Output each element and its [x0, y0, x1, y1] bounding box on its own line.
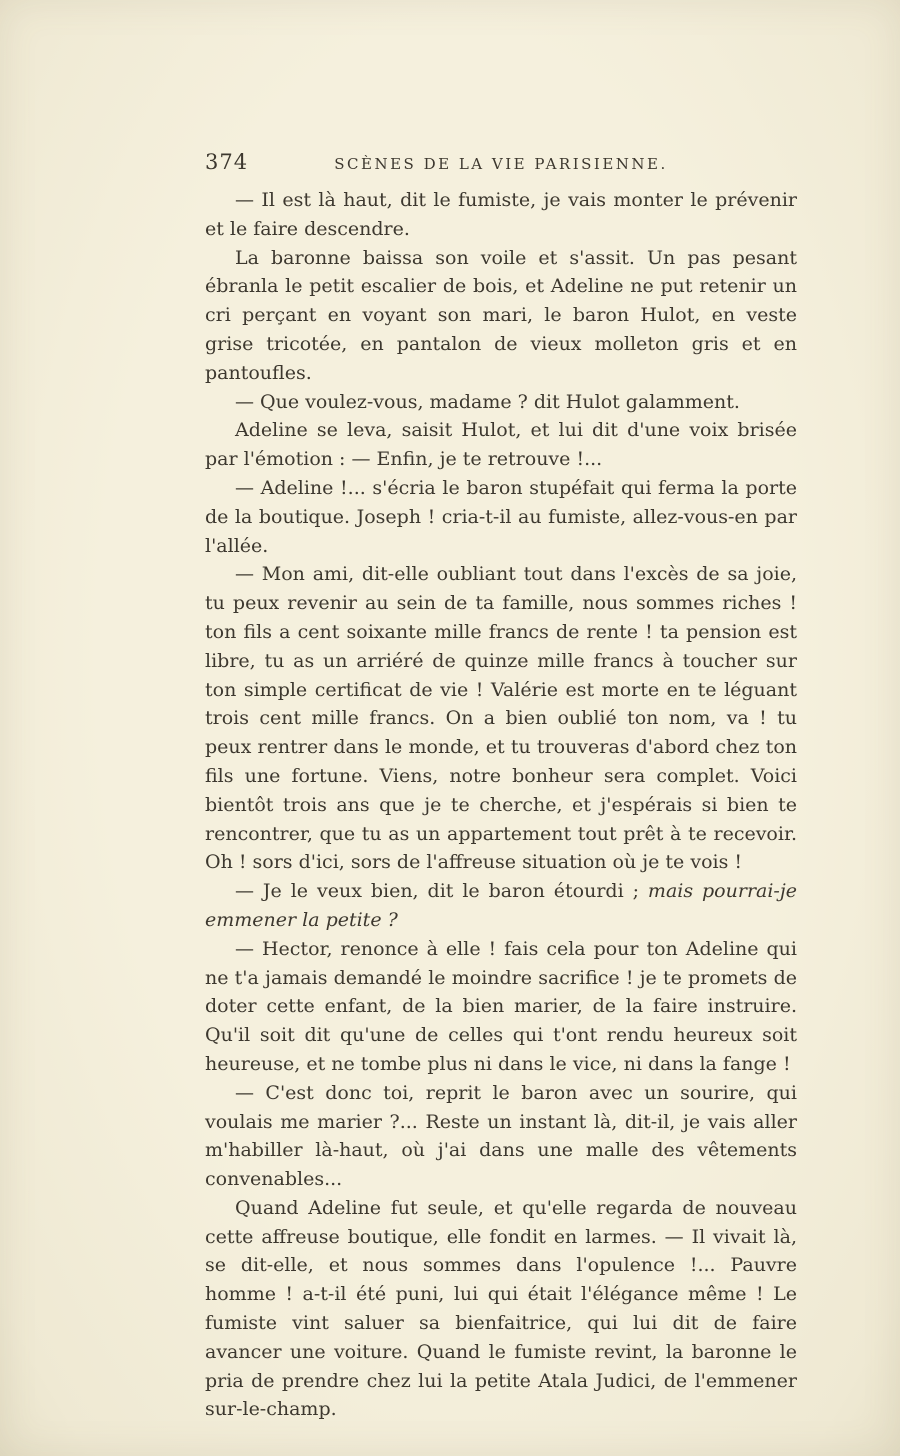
paragraph-run: — Adeline !... s'écria le baron stupéfait qui ferma la porte de la boutique. Joseph ! cria-t-il au fumiste, allez-vous-en par l'allée. [205, 476, 797, 557]
paragraph-run: — Mon ami, dit-elle oubliant tout dans l'excès de sa joie, tu peux revenir au sein de ta famille, nous sommes riches ! ton fils a cent soixante mille francs de rente ! ta pension est libre, tu as un arriéré de quinze mille francs à toucher sur ton simple certificat de vie ! Valérie est morte en te léguant trois cent mille francs. On a bien oublié ton nom, va ! tu peux rentrer dans le monde, et tu trouveras d'abord chez ton fils une fortune. Viens, notre bonheur sera complet. Voici bientôt trois ans que je te cherche, et j'espérais si bien te rencontrer, que tu as un appartement tout prêt à te recevoir. Oh ! sors d'ici, sors de l'affreuse situation où je te vois ! [205, 563, 797, 874]
paragraph [205, 416, 797, 474]
text-block [205, 186, 797, 1424]
paragraph [205, 1079, 797, 1194]
paragraph [205, 244, 797, 388]
paragraph-run: — Hector, renonce à elle ! fais cela pour ton Adeline qui ne t'a jamais demandé le moindre sacrifice ! je te promets de doter cette enfant, de la bien marier, de la faire instruire. Qu'il soit dit qu'une de celles qui t'ont rendu heureux soit heureuse, et ne tombe plus ni dans le vice, ni dans la fange ! [205, 937, 797, 1075]
paragraph [205, 1194, 797, 1424]
page-number: 374 [205, 150, 249, 174]
paragraph [205, 560, 797, 877]
paragraph-run: Adeline se leva, saisit Hulot, et lui dit d'une voix brisée par l'émotion : — Enfin, je te retrouve !... [205, 419, 797, 471]
paragraph [205, 935, 797, 1079]
paragraph-run-italic: mais pourrai-je emmener la petite ? [205, 880, 797, 931]
paragraph-run: — Je le veux bien, dit le baron étourdi ; [235, 880, 648, 903]
paragraph-run: — Il est là haut, dit le fumiste, je vais monter le prévenir et le faire descendre. [205, 189, 797, 240]
paragraph [205, 474, 797, 560]
page-header [205, 150, 797, 182]
paragraph-run: — C'est donc toi, reprit le baron avec un sourire, qui voulais me marier ?... Reste un instant là, dit-il, je vais aller m'habiller là-haut, où j'ai dans une malle des vêtements convenables... [205, 1081, 797, 1191]
paragraph-run: Quand Adeline fut seule, et qu'elle regarda de nouveau cette affreuse boutique, elle fondit en larmes. — Il vivait là, se dit-elle, et nous sommes dans l'opulence !... Pauvre homme ! a-t-il été puni, lui qui était l'élégance même ! Le fumiste vint saluer sa bienfaitrice, qui lui dit de faire avancer une voiture. Quand le fumiste revint, la baronne le pria de prendre chez lui la petite Atala Judici, de l'emmener sur-le-champ. [205, 1196, 797, 1421]
paragraph [205, 388, 797, 417]
paragraph-run: — Que voulez-vous, madame ? dit Hulot galamment. [235, 390, 740, 413]
paragraph [205, 186, 797, 244]
running-title: SCÈNES DE LA VIE PARISIENNE. [334, 155, 668, 173]
paragraph [205, 877, 797, 935]
paragraph-run: La baronne baissa son voile et s'assit. Un pas pesant ébranla le petit escalier de bois, et Adeline ne put retenir un cri perçant en voyant son mari, le baron Hulot, en veste grise tricotée, en pantalon de vieux molleton gris et en pantoufles. [205, 246, 797, 384]
